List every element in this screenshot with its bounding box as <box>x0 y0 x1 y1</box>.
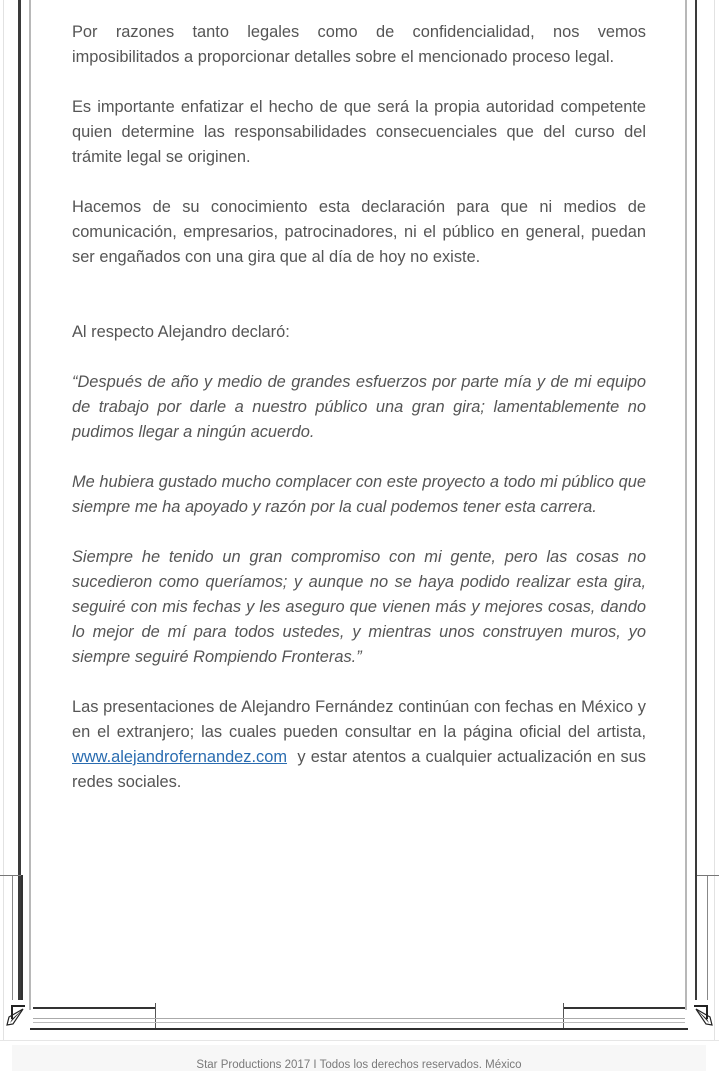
frame-line <box>18 0 21 1000</box>
frame-line <box>707 875 708 1000</box>
frame-line <box>33 1007 156 1009</box>
paragraph-authority: Es importante enfatizar el hecho de que será la propia autoridad competente quien determine las responsabilidades consecuenciales que del curso del trámite legal se originen. <box>72 98 646 166</box>
corner-ornament-icon <box>3 1003 27 1027</box>
paragraph-legal-reasons: Por razones tanto legales como de confidencialidad, nos vemos imposibilitados a proporcionar detalles sobre el mencionado proceso legal. <box>72 23 646 66</box>
official-site-link[interactable]: www.alejandrofernandez.com <box>72 748 288 766</box>
frame-line <box>30 1028 688 1030</box>
frame-line <box>695 0 697 1000</box>
closing-text-before-link: Las presentaciones de Alejandro Fernández continúan con fechas en México y en el extranjero; las cuales pueden consultar en la página oficial del artista, <box>72 698 646 741</box>
footer-copyright: Star Productions 2017 I Todos los derechos reservados. México <box>196 1059 522 1071</box>
press-release-body <box>72 20 651 820</box>
quote-paragraph-3: Siempre he tenido un gran compromiso con mi gente, pero las cosas no sucedieron como queríamos; y aunque no se haya podido realizar esta gira, seguiré con mis fechas y les aseguro que vienen más y mejores cosas, dando lo mejor de mí para todos ustedes, y mientras unos construyen muros, yo siempre seguiré Rompiendo Fronteras.” <box>72 548 646 666</box>
footer <box>12 1045 706 1071</box>
frame-line <box>33 1018 685 1019</box>
frame-line <box>714 0 715 1040</box>
frame-line <box>697 875 719 876</box>
closing-text-after-link: y estar atentos a cualquier actualización en sus redes sociales. <box>72 748 651 791</box>
quote-paragraph-1: “Después de año y medio de grandes esfuerzos por parte mía y de mi equipo de trabajo por darle a nuestro público una gran gira; lamentablemente no pudimos llegar a ningún acuerdo. <box>72 373 646 441</box>
frame-line <box>0 875 23 876</box>
frame-line <box>685 0 687 1010</box>
paragraph-intro-quote: Al respecto Alejandro declaró: <box>72 323 290 341</box>
frame-line <box>3 0 4 1040</box>
frame-line <box>29 0 31 1010</box>
frame-line <box>563 1007 685 1009</box>
frame-line <box>0 1040 719 1041</box>
frame-line <box>155 1003 156 1029</box>
corner-ornament-icon <box>692 1003 716 1027</box>
paragraph-declaration: Hacemos de su conocimiento esta declaración para que ni medios de comunicación, empresarios, patrocinadores, ni el público en general, puedan ser engañados con una gira que al día de hoy no existe. <box>72 198 646 266</box>
frame-line <box>563 1003 564 1029</box>
paragraph-closing <box>72 695 651 795</box>
frame-line <box>33 1022 685 1023</box>
quote-paragraph-2: Me hubiera gustado mucho complacer con este proyecto a todo mi público que siempre me ha apoyado y razón por la cual podemos tener esta carrera. <box>72 473 646 516</box>
frame-line <box>12 875 13 1000</box>
frame-line <box>21 875 23 1000</box>
